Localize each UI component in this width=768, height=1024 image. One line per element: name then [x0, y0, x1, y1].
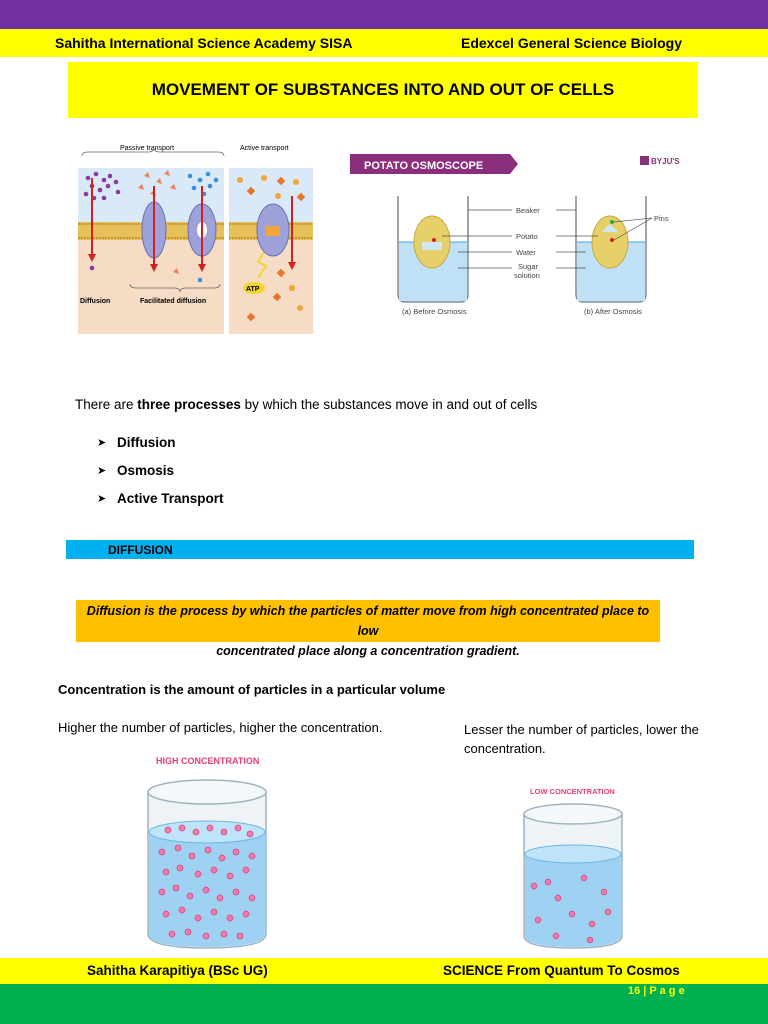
section-heading-text: DIFFUSION	[108, 542, 173, 557]
passive-transport-label: Passive transport	[120, 145, 175, 152]
byjus-logo: BYJU'S	[651, 157, 680, 166]
page-footer	[0, 958, 768, 984]
osmoscope-label-pins: Pins	[654, 214, 669, 223]
osmoscope-banner: POTATO OSMOSCOPE	[364, 160, 484, 172]
atp-label: ATP	[246, 286, 260, 293]
diffusion-definition-box	[76, 600, 660, 658]
osmoscope-label-water: Water	[516, 248, 536, 257]
osmoscope-label-potato: Potato	[516, 232, 538, 241]
active-transport-label: Active transport	[240, 145, 289, 152]
transport-diagram	[78, 138, 314, 334]
intro-text-bold: three processes	[137, 397, 241, 412]
potato-osmoscope-diagram	[346, 148, 706, 324]
header-subject: Edexcel General Science Biology	[461, 35, 682, 51]
low-concentration-figure	[508, 774, 638, 958]
facilitated-diffusion-label: Facilitated diffusion	[140, 298, 207, 305]
intro-text-end: by which the substances move in and out of cells	[240, 397, 538, 412]
high-concentration-label: HIGH CONCENTRATION	[156, 756, 260, 766]
definition-line-1: Diffusion is the process by which the particles of matter move from high concentrated place to low	[86, 604, 650, 638]
process-osmosis: Osmosis	[117, 462, 175, 478]
list-item	[97, 428, 224, 456]
footer-tagline: SCIENCE From Quantum To Cosmos	[443, 963, 680, 978]
intro-text-start: There are	[75, 397, 138, 412]
process-diffusion: Diffusion	[117, 434, 176, 450]
high-concentration-figure	[118, 748, 296, 958]
lower-concentration-text: Lesser the number of particles, lower the concentration.	[464, 722, 699, 756]
osmoscope-label-beaker: Beaker	[516, 206, 540, 215]
arrow-bullet-icon: ➤	[97, 436, 107, 449]
low-concentration-label: LOW CONCENTRATION	[530, 787, 615, 796]
intro-sentence	[75, 397, 537, 412]
diffusion-label: Diffusion	[80, 298, 111, 305]
list-item	[97, 456, 224, 484]
arrow-bullet-icon: ➤	[97, 492, 107, 505]
page-header	[0, 29, 768, 57]
definition-line-2: concentrated place along a concentration gradient.	[216, 644, 520, 658]
caption-after-osmosis: (b) After Osmosis	[584, 307, 642, 316]
top-purple-band	[0, 0, 768, 29]
section-heading-diffusion	[66, 540, 694, 559]
page-title-box	[68, 62, 698, 118]
osmoscope-label-sugar: Sugar	[518, 262, 539, 271]
osmoscope-label-solution: solution	[514, 271, 540, 280]
page-title: MOVEMENT OF SUBSTANCES INTO AND OUT OF CELLS	[151, 80, 615, 99]
arrow-bullet-icon: ➤	[97, 464, 107, 477]
higher-concentration-text: Higher the number of particles, higher the concentration.	[58, 720, 383, 735]
concentration-heading: Concentration is the amount of particles in a particular volume	[58, 682, 446, 697]
page-number: 16 | P a g e	[628, 985, 685, 997]
header-institution: Sahitha International Science Academy SISA	[55, 35, 353, 51]
process-list	[97, 428, 224, 512]
process-active-transport: Active Transport	[117, 490, 224, 506]
footer-author: Sahitha Karapitiya (BSc UG)	[87, 963, 268, 978]
list-item	[97, 484, 224, 512]
caption-before-osmosis: (a) Before Osmosis	[402, 307, 467, 316]
